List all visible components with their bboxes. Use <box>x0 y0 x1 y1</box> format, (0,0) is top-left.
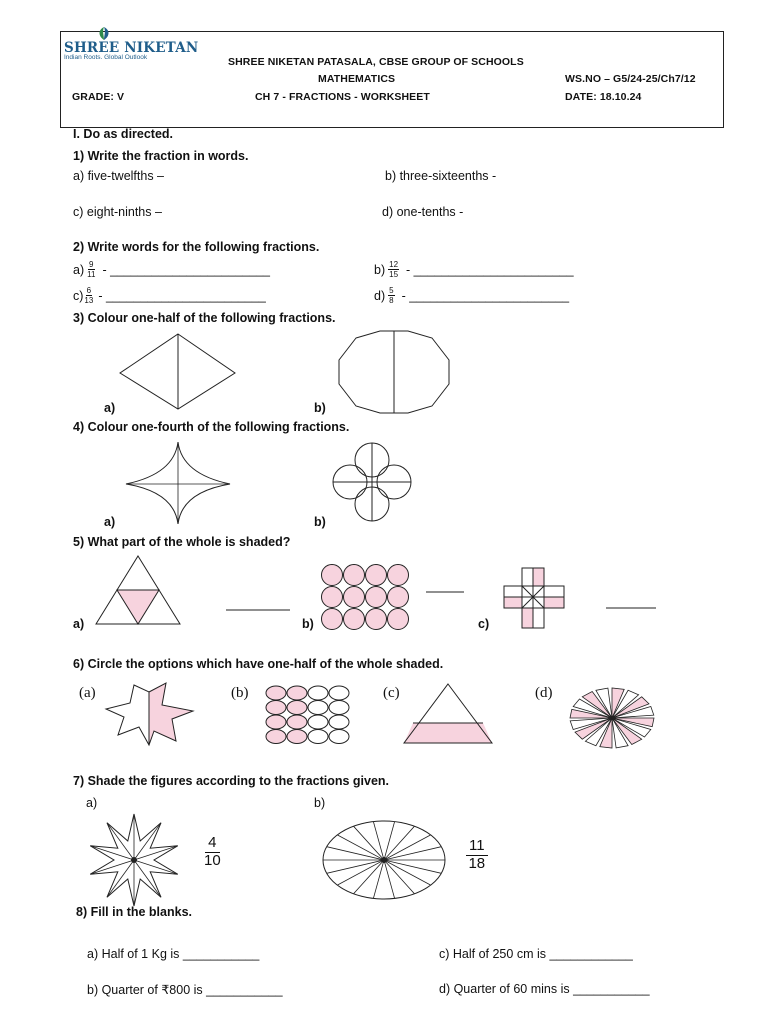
q5-label-a: a) <box>73 617 85 631</box>
q6-oval <box>266 730 286 744</box>
q6-oval <box>287 715 307 729</box>
section-title: I. Do as directed. <box>73 127 174 141</box>
q7-a-numerator: 4 <box>205 835 219 853</box>
q4-star-figure <box>120 440 232 526</box>
q7-label-b: b) <box>314 796 326 810</box>
q5-triangle-figure <box>96 554 182 628</box>
q2-d-label: d) <box>374 288 386 303</box>
q5-circle <box>388 565 409 586</box>
q7-ellipse-center <box>381 857 387 863</box>
q7-b-numerator: 11 <box>466 838 488 856</box>
q5-circle <box>344 587 365 608</box>
q5-answer-line-a <box>226 609 290 611</box>
q5-label-c: c) <box>478 617 490 631</box>
num: 12 <box>389 260 399 269</box>
q2-a-label: a) <box>73 262 85 277</box>
q7-title: 7) Shade the figures according to the fractions given. <box>73 774 390 788</box>
q1-b: b) three-sixteenths - <box>385 169 497 183</box>
q5-label-b: b) <box>302 617 314 631</box>
q1-c: c) eight-ninths – <box>73 205 162 219</box>
num: 9 <box>89 260 94 269</box>
q7-star-center <box>131 857 137 863</box>
q6-oval <box>266 715 286 729</box>
q3-polygon-figure <box>336 330 452 414</box>
q7-star-figure <box>86 812 182 908</box>
q8-a: a) Half of 1 Kg is ___________ <box>87 947 260 961</box>
q6-oval <box>329 730 349 744</box>
q7-ellipse-ray <box>337 860 384 885</box>
q6-oval <box>308 730 328 744</box>
q5-circle <box>322 587 343 608</box>
q7-star-ray <box>107 823 134 860</box>
q6-label-b: (b) <box>231 685 249 701</box>
q5-circle <box>366 565 387 586</box>
q6-label-c: (c) <box>383 685 400 701</box>
q6-oval <box>266 686 286 700</box>
q3-label-a: a) <box>104 401 116 415</box>
q6-oval <box>308 715 328 729</box>
q2-a-blank: - _______________________ <box>102 262 270 277</box>
q5-circle <box>388 587 409 608</box>
q6-pinwheel-figure <box>568 686 658 750</box>
den: 8 <box>389 296 394 305</box>
q7-star-ray <box>134 823 161 860</box>
q6-oval <box>308 686 328 700</box>
q7-fraction-a <box>204 835 221 869</box>
q7-ellipse-ray <box>327 847 384 860</box>
q7-ellipse-ray <box>384 860 431 885</box>
q6-ovals-figure <box>264 685 354 745</box>
q5-circle <box>366 609 387 630</box>
q2-c-fraction <box>84 286 93 305</box>
q5-circles-figure <box>320 564 420 630</box>
q2-item-a <box>73 260 270 279</box>
q6-title: 6) Circle the options which have one-half of the whole shaded. <box>73 657 444 671</box>
q4-flower-figure <box>330 442 414 522</box>
q4-title: 4) Colour one-fourth of the following fractions. <box>73 420 350 434</box>
subject: MATHEMATICS <box>318 73 396 85</box>
q2-d-fraction <box>388 286 394 305</box>
q6-star-figure <box>104 683 194 745</box>
q5-title: 5) What part of the whole is shaded? <box>73 535 291 549</box>
q6-label-a: (a) <box>79 685 96 701</box>
den: 15 <box>389 270 399 279</box>
den: 13 <box>84 296 94 305</box>
q2-b-label: b) <box>374 262 386 277</box>
q7-star-ray <box>134 860 161 897</box>
date: DATE: 18.10.24 <box>565 91 642 103</box>
q8-d: d) Quarter of 60 mins is ___________ <box>439 982 650 996</box>
q6-oval <box>287 730 307 744</box>
q7-a-denominator: 10 <box>204 852 221 869</box>
q6-oval <box>308 701 328 715</box>
worksheet-number: WS.NO – G5/24-25/Ch7/12 <box>565 73 696 85</box>
q2-a-fraction <box>87 260 95 279</box>
q2-b-blank: - _______________________ <box>406 262 574 277</box>
q1-d: d) one-tenths - <box>382 205 464 219</box>
q3-title: 3) Colour one-half of the following fractions. <box>73 311 336 325</box>
q7-label-a: a) <box>86 796 98 810</box>
q2-item-c <box>73 286 266 305</box>
q5-circle <box>388 609 409 630</box>
q6-triangle-figure <box>402 683 494 745</box>
q7-ellipse-ray <box>327 860 384 873</box>
den: 11 <box>87 270 96 279</box>
q4-label-b: b) <box>314 515 326 529</box>
q2-b-fraction <box>388 260 399 279</box>
q5-circle <box>322 609 343 630</box>
q7-star-ray <box>107 860 134 897</box>
grade: GRADE: V <box>72 91 125 103</box>
q2-item-b <box>374 260 574 279</box>
q5-circle <box>322 565 343 586</box>
q6-oval <box>287 686 307 700</box>
q2-item-d <box>374 286 569 305</box>
q6-label-d: (d) <box>535 685 553 701</box>
q6-oval <box>329 686 349 700</box>
logo-tagline: Indian Roots. Global Outlook <box>64 54 148 61</box>
school-name: SHREE NIKETAN PATASALA, CBSE GROUP OF SCHOOLS <box>228 56 524 68</box>
q5-answer-line-c <box>606 607 656 609</box>
q3-kite-figure <box>116 333 236 411</box>
q2-d-blank: - _______________________ <box>401 288 570 303</box>
q6-oval <box>287 701 307 715</box>
q7-ellipse-ray <box>337 835 384 860</box>
q7-ellipse-ray <box>384 847 441 860</box>
q5-cross-figure <box>502 566 566 630</box>
q7-ellipse-ray <box>384 860 441 873</box>
num: 6 <box>86 286 92 295</box>
num: 5 <box>389 286 394 295</box>
q2-c-blank: - _______________________ <box>98 288 266 303</box>
q5-circle <box>344 609 365 630</box>
q6-oval <box>266 701 286 715</box>
chapter: CH 7 - FRACTIONS - WORKSHEET <box>255 91 430 103</box>
q8-c: c) Half of 250 cm is ____________ <box>439 947 633 961</box>
q7-fraction-b <box>466 838 488 872</box>
q7-circle-figure <box>322 820 448 902</box>
q1-a: a) five-twelfths – <box>73 169 165 183</box>
q2-c-label: c) <box>73 288 84 303</box>
q6-oval <box>329 701 349 715</box>
logo-name: SHREE NIKETAN <box>64 40 199 56</box>
q8-title: 8) Fill in the blanks. <box>76 905 192 919</box>
q4-label-a: a) <box>104 515 116 529</box>
q8-b: b) Quarter of ₹800 is ___________ <box>87 983 283 997</box>
q2-title: 2) Write words for the following fractions. <box>73 240 320 254</box>
q5-circle <box>344 565 365 586</box>
q7-b-denominator: 18 <box>468 855 486 872</box>
q6-oval <box>329 715 349 729</box>
q5-answer-line-b <box>426 591 464 593</box>
q3-label-b: b) <box>314 401 326 415</box>
q1-title: 1) Write the fraction in words. <box>73 149 249 163</box>
q7-ellipse-ray <box>384 835 431 860</box>
q5-circle <box>366 587 387 608</box>
